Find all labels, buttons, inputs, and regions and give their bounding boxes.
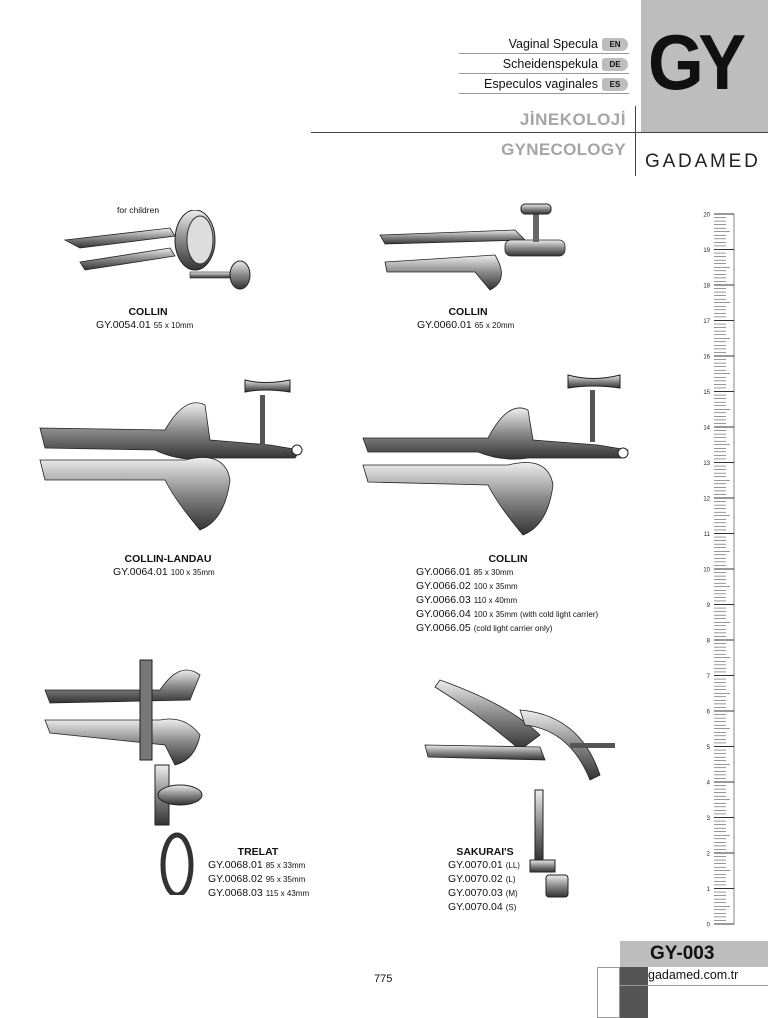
product-code-line xyxy=(416,622,552,634)
ruler-label: 9 xyxy=(706,603,710,609)
title-english: GYNECOLOGY xyxy=(501,140,626,159)
footer-decor-dark xyxy=(620,967,648,1018)
lang-divider xyxy=(459,73,629,74)
measurement-ruler xyxy=(698,210,738,930)
product-code-line xyxy=(416,580,518,592)
collin-small-image xyxy=(375,200,585,295)
lang-divider xyxy=(459,93,629,94)
product-code-line xyxy=(208,859,305,871)
product-code-line xyxy=(113,566,215,578)
product-code: GY.0068.02 xyxy=(208,873,263,885)
ruler-label: 15 xyxy=(703,390,710,396)
lang-tag-de: DE xyxy=(602,58,628,71)
product-code: GY.0066.01 xyxy=(416,566,471,578)
product-code-line xyxy=(448,887,518,899)
ruler-label: 14 xyxy=(703,425,710,432)
ruler-label: 18 xyxy=(703,283,710,290)
brand-logo: GADAMED xyxy=(645,151,761,172)
lang-text-es: Especulos vaginales xyxy=(484,77,598,91)
ruler-label: 12 xyxy=(703,496,710,503)
header-vertical-bar xyxy=(635,106,636,176)
ruler-label: 13 xyxy=(703,461,710,467)
product-note-children: for children xyxy=(117,205,160,215)
ruler-label: 0 xyxy=(706,922,710,929)
product-size: 85 x 33mm xyxy=(265,861,306,870)
header-rule xyxy=(311,132,768,133)
lang-row-es xyxy=(484,75,628,93)
product-size: 100 x 35mm xyxy=(170,568,215,577)
product-size: (cold light carrier only) xyxy=(473,624,553,633)
ruler-ticks xyxy=(714,214,734,924)
product-name: COLLIN xyxy=(448,306,488,318)
product-code: GY.0070.02 xyxy=(448,873,503,885)
product-code-line xyxy=(96,319,193,331)
product-code: GY.0054.01 xyxy=(96,319,151,331)
product-code: GY.0070.03 xyxy=(448,887,503,899)
product-code-line xyxy=(208,873,305,885)
ruler-label: 11 xyxy=(703,532,710,538)
ruler-label: 4 xyxy=(706,780,710,787)
collin-large-image xyxy=(358,370,638,540)
product-code-line xyxy=(448,901,516,913)
ruler-label: 19 xyxy=(703,248,710,254)
product-size: 65 x 20mm xyxy=(474,321,515,330)
product-size: 85 x 30mm xyxy=(473,568,514,577)
product-code: GY.0064.01 xyxy=(113,566,168,578)
product-size: 110 x 40mm xyxy=(473,596,518,605)
product-size: 95 x 35mm xyxy=(265,875,306,884)
product-code-line xyxy=(448,873,515,885)
product-size: (LL) xyxy=(505,861,520,870)
lang-row-de xyxy=(503,55,628,73)
product-name: COLLIN xyxy=(128,306,168,318)
product-code: GY.0070.04 xyxy=(448,901,503,913)
ruler-label: 1 xyxy=(706,887,710,893)
footer-decor-box xyxy=(597,967,620,1018)
product-code: GY.0068.03 xyxy=(208,887,263,899)
product-size: 100 x 35mm xyxy=(473,582,518,591)
lang-divider xyxy=(459,53,629,54)
ruler-label: 20 xyxy=(703,212,710,219)
product-code: GY.0060.01 xyxy=(417,319,472,331)
ruler-labels xyxy=(703,213,710,929)
product-code: GY.0070.01 xyxy=(448,859,503,871)
page-number: 775 xyxy=(374,973,393,985)
product-size: 55 x 10mm xyxy=(153,321,194,330)
product-size: (L) xyxy=(505,875,516,884)
ruler-label: 6 xyxy=(706,709,710,716)
product-code-line xyxy=(416,566,513,578)
product-code-line xyxy=(448,859,520,871)
ruler-label: 16 xyxy=(703,354,710,361)
product-size: 100 x 35mm (with cold light carrier) xyxy=(473,610,599,619)
ruler-label: 7 xyxy=(706,674,710,680)
lang-text-en: Vaginal Specula xyxy=(508,37,598,51)
ruler-label: 8 xyxy=(706,638,710,645)
product-code: GY.0066.05 xyxy=(416,622,471,634)
product-code: GY.0066.02 xyxy=(416,580,471,592)
product-size: 115 x 43mm xyxy=(265,889,310,898)
lang-tag-en: EN xyxy=(602,38,628,51)
collin-children-image xyxy=(60,210,260,300)
title-turkish: JİNEKOLOJİ xyxy=(519,110,626,129)
product-code-line xyxy=(208,887,309,899)
ruler-label: 2 xyxy=(706,851,710,858)
lang-tag-es: ES xyxy=(602,78,628,91)
product-name: TRELAT xyxy=(237,846,279,858)
product-code: GY.0066.03 xyxy=(416,594,471,606)
website-link[interactable]: gadamed.com.tr xyxy=(648,968,739,982)
product-code: GY.0066.04 xyxy=(416,608,471,620)
lang-text-de: Scheidenspekula xyxy=(502,57,598,71)
product-name: SAKURAI'S xyxy=(456,846,514,858)
product-code-line xyxy=(416,608,598,620)
product-code-line xyxy=(416,594,517,606)
product-name: COLLIN xyxy=(488,553,528,565)
lang-row-en xyxy=(509,35,628,53)
collin-landau-image xyxy=(35,370,315,540)
ruler-label: 10 xyxy=(703,567,710,574)
product-code-line xyxy=(417,319,514,331)
section-code: GY xyxy=(648,18,741,106)
product-name: COLLIN-LANDAU xyxy=(124,553,212,565)
footer-rule xyxy=(620,985,768,986)
footer-page-code: GY-003 xyxy=(650,943,715,964)
ruler-label: 3 xyxy=(706,816,710,822)
product-size: (M) xyxy=(505,889,518,898)
ruler-label: 17 xyxy=(703,319,710,325)
product-size: (S) xyxy=(505,903,517,912)
ruler-label: 5 xyxy=(706,745,710,751)
product-code: GY.0068.01 xyxy=(208,859,263,871)
